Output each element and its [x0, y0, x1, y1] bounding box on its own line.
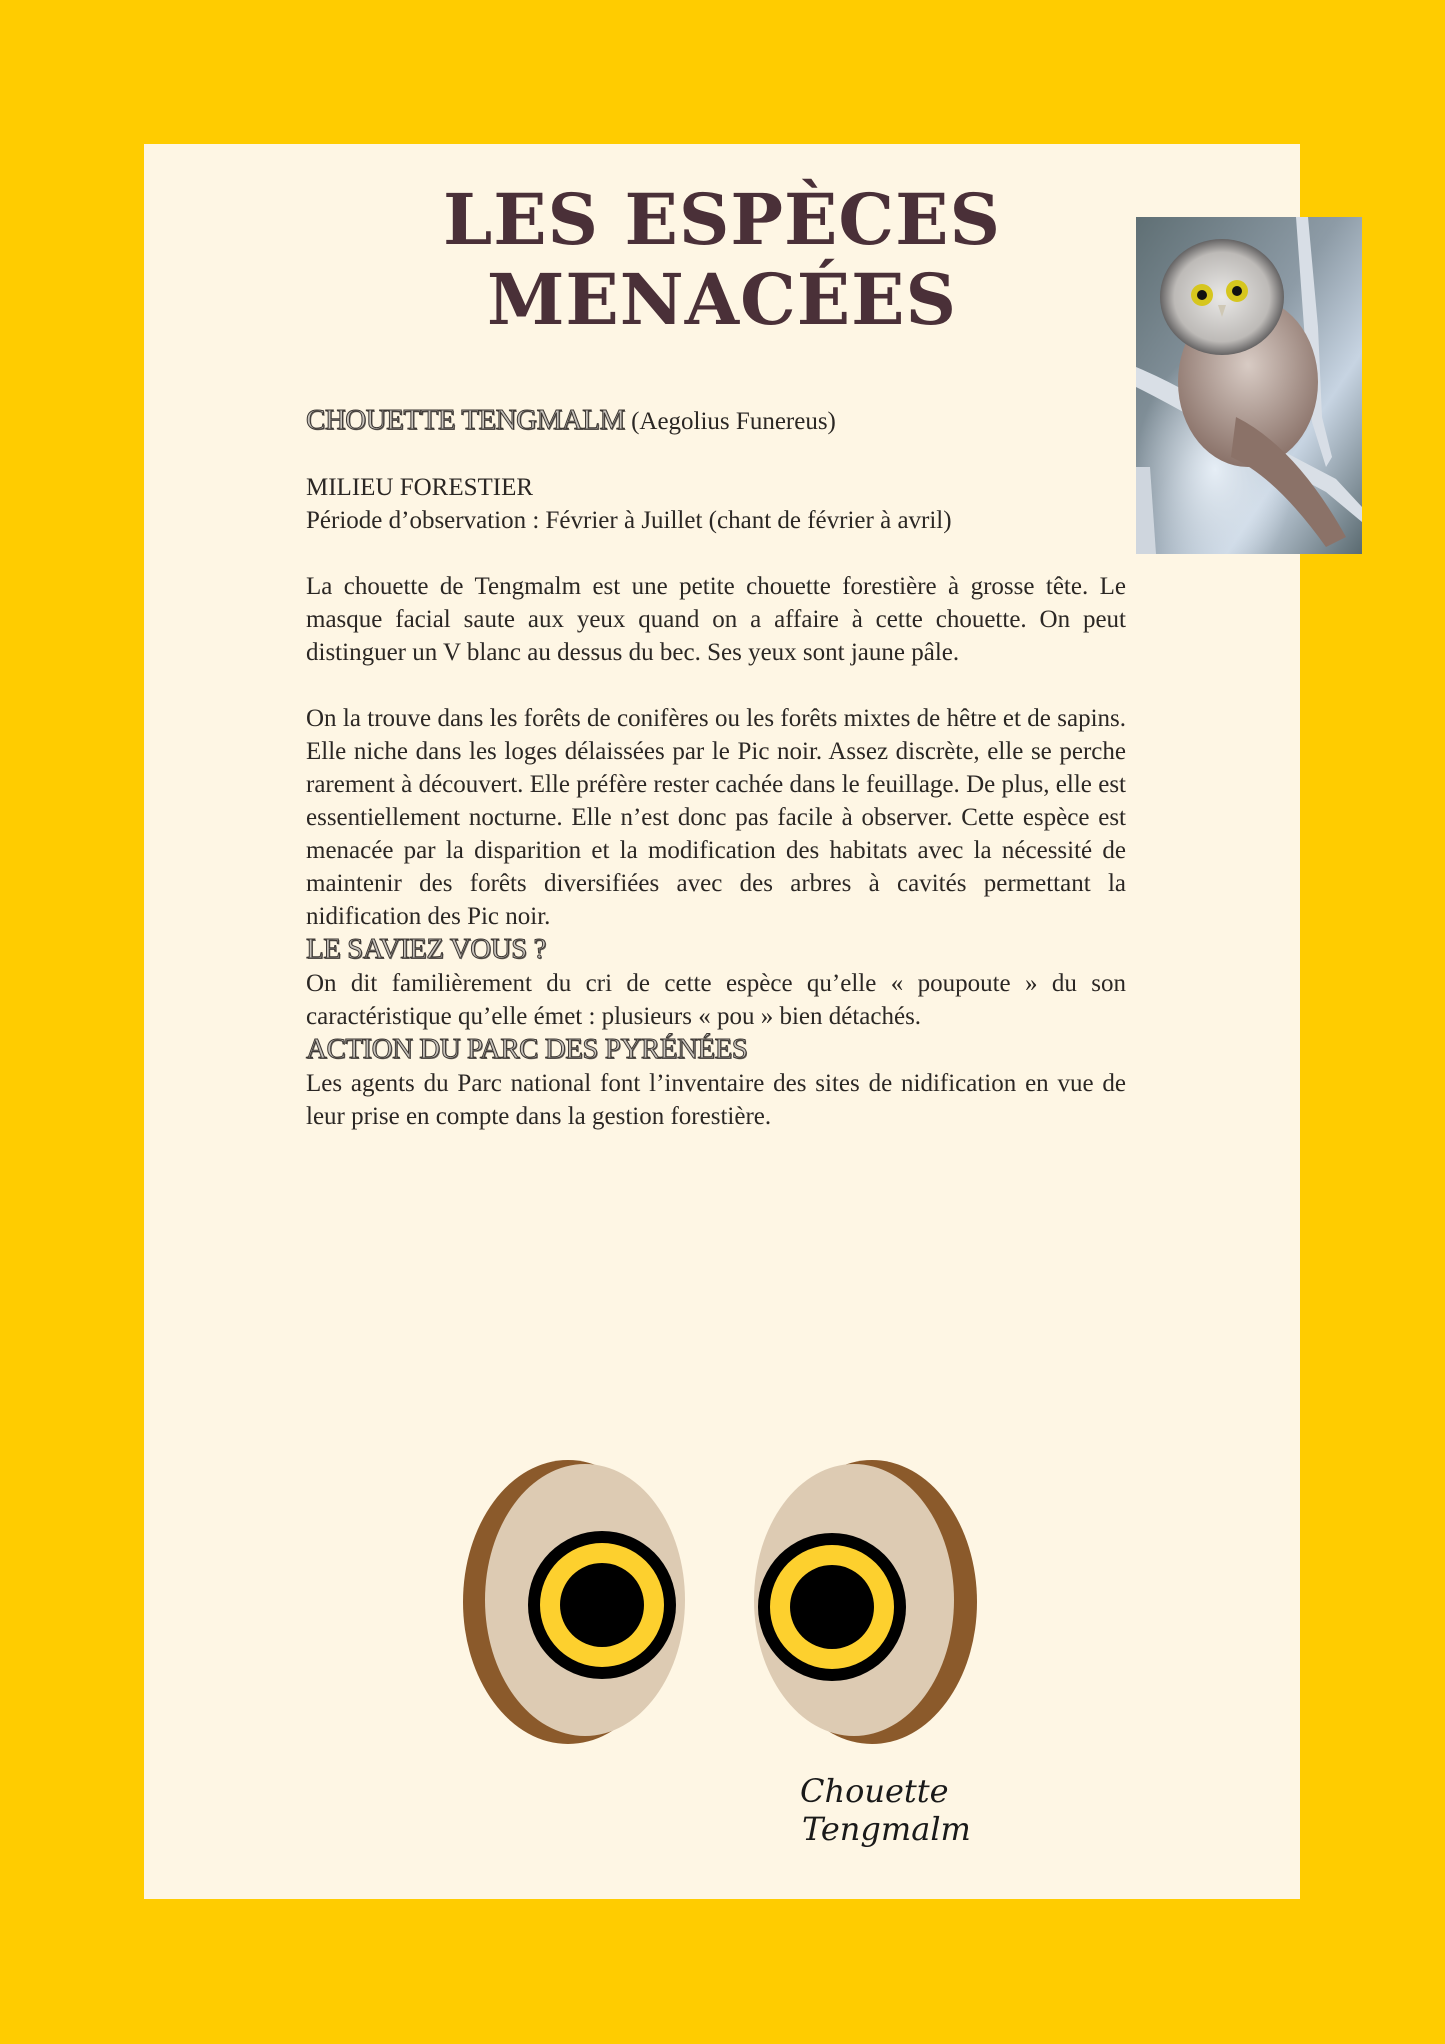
- species-name: CHOUETTE TENGMALM: [306, 404, 625, 436]
- article-body: [306, 404, 1126, 1133]
- observation-period: Période d’observation : Février à Juillet (chant de février à avril): [306, 507, 952, 534]
- left-eye-pupil: [560, 1563, 644, 1647]
- owl-photo-image: [1136, 217, 1362, 554]
- park-action-section: [306, 1033, 1126, 1067]
- did-you-know-section: [306, 933, 1126, 967]
- right-eye-pupil: [790, 1565, 874, 1649]
- owl-eyes-illustration: [460, 1440, 980, 1760]
- description-paragraph-1: La chouette de Tengmalm est une petite chouette forestière à grosse tête. Le masque facial saute aux yeux quand on a affaire à cette chouette. On peut distinguer un V blanc au dessus du bec. Ses yeux sont jaune pâle.: [306, 573, 1126, 666]
- species-title: [306, 404, 1126, 438]
- illustration-caption: [800, 1772, 1000, 1848]
- title-line-1: LES ESPÈCES: [442, 178, 1001, 261]
- did-you-know-heading: LE SAVIEZ VOUS ?: [306, 933, 546, 965]
- caption-line-1: Chouette: [800, 1772, 949, 1810]
- description-paragraph-2: On la trouve dans les forêts de conifères ou les forêts mixtes de hêtre et de sapins. Elle niche dans les loges délaissées par le Pic noir. Assez discrète, elle se perche rarement à découvert. Elle préfère rester cachée dans le feuillage. De plus, elle est essentiellement nocturne. Elle n’est donc pas facile à observer. Cette espèce est menacée par la disparition et la modification des habitats avec la nécessité de maintenir des forêts diversifiées avec des arbres à cavités permettant la nidification des Pic noir.: [306, 705, 1126, 930]
- owl-photo: [1136, 217, 1362, 554]
- did-you-know-text: On dit familièrement du cri de cette espèce qu’elle « poupoute » du son caractéristique qu’elle émet : plusieurs « pou » bien détachés.: [306, 970, 1126, 1030]
- owl-eyes-icon: [460, 1440, 980, 1760]
- page-title: [144, 180, 1300, 340]
- caption-line-2: Tengmalm: [802, 1810, 971, 1848]
- habitat-label: MILIEU FORESTIER: [306, 474, 534, 501]
- species-latin-name: (Aegolius Funereus): [631, 408, 836, 435]
- park-action-heading: ACTION DU PARC DES PYRÉNÉES: [306, 1033, 748, 1065]
- park-action-text: Les agents du Parc national font l’inventaire des sites de nidification en vue de leur prise en compte dans la gestion forestière.: [306, 1070, 1126, 1130]
- title-line-2: MENACÉES: [486, 258, 958, 341]
